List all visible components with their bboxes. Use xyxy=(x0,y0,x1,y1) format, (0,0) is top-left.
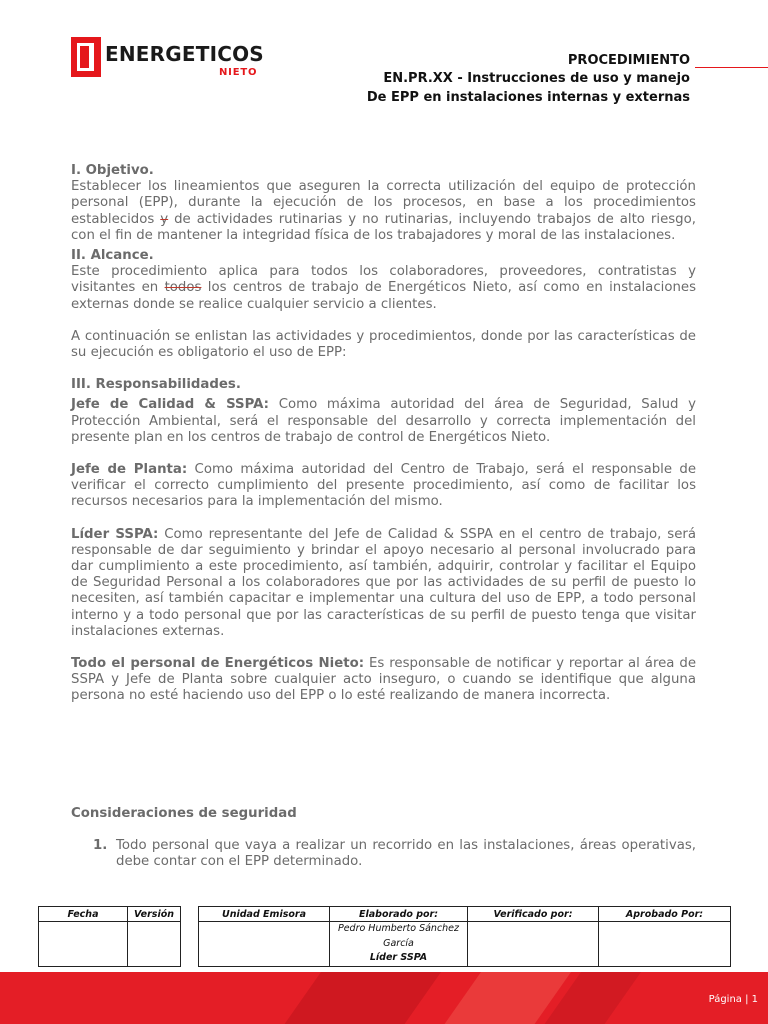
list-item-text: Todo personal que vaya a realizar un recorrido en las instalaciones, áreas operativas, debe contar con el EPP determinado. xyxy=(116,838,696,870)
list-item xyxy=(71,838,696,870)
document-title-line2: De EPP en instalaciones internas y externas xyxy=(366,90,690,105)
elaborado-name-line2: García xyxy=(383,937,414,949)
header-version: Versión xyxy=(128,907,181,922)
section-objetivo-body: Establecer los lineamientos que aseguren la correcta utilización del equipo de protección personal (EPP), durante la ejecución de los procesos, en base a los procedimientos establecidos y de actividades rutinarias y no rutinarias, incluyendo trabajos de alto riesgo, con el fin de mantener la integridad física de los trabajadores y moral de las instalaciones. xyxy=(71,179,696,243)
cell-elaborado xyxy=(330,922,468,967)
resp-lider-sspa: Líder SSPA: Como representante del Jefe de Calidad & SSPA en el centro de trabajo, será responsable de dar seguimiento y brindar el apoyo necesario al personal involucrado para dar cumplimiento a este procedimiento, así también, adquirir, controlar y facilitar el Equipo de Seguridad Personal a los colaboradores que por las actividades de su perfil de puesto lo necesiten, así también capacitar e implementar una cultura del uso de EPP, a todo personal interno y a todo personal que por las características de su perfil de puesto tenga que visitar instalaciones externas. xyxy=(71,526,696,639)
logo-text: ENERGETICOS xyxy=(105,42,264,66)
page-number: Página | 1 xyxy=(708,994,758,1005)
header-elaborado: Elaborado por: xyxy=(330,907,468,922)
section-alcance-body: Este procedimiento aplica para todos los colaboradores, proveedores, contratistas y visitantes en todos los centros de trabajo de Energéticos Nieto, así como en instalaciones externas donde se realice cualquier servicio a clientes. xyxy=(71,264,696,312)
resp-todo-personal: Todo el personal de Energéticos Nieto: Es responsable de notificar y reportar al área de SSPA y Jefe de Planta sobre cualquier acto inseguro, o cuando se identifique que alguna persona no esté haciendo uso del EPP o lo esté realizando de manera incorrecta. xyxy=(71,656,696,704)
company-logo xyxy=(71,37,264,83)
cell-verificado xyxy=(468,922,599,967)
section-alcance-title: II. Alcance. xyxy=(71,248,154,264)
footer-table-approvals xyxy=(198,906,731,967)
footer-table-date-version xyxy=(38,906,181,967)
elaborado-role: Líder SSPA xyxy=(369,952,428,963)
header-verificado: Verificado por: xyxy=(468,907,599,922)
header-fecha: Fecha xyxy=(39,907,128,922)
cell-aprobado xyxy=(599,922,731,967)
resp-jefe-planta: Jefe de Planta: Como máxima autoridad del Centro de Trabajo, será el responsable de verificar el correcto cumplimiento del presente procedimiento, así como de facilitar los recursos necesarios para la implementación del mismo. xyxy=(71,462,697,510)
cell-version xyxy=(128,922,181,967)
list-number: 1. xyxy=(93,838,108,854)
struck-word: y xyxy=(160,211,169,227)
resp-jefe-calidad: Jefe de Calidad & SSPA: Como máxima autoridad del área de Seguridad, Salud y Protección Ambiental, será el responsable del desarrollo y correcta implementación del presente plan en los centros de trabajo de control de Energéticos Nieto. xyxy=(71,397,696,445)
document-title-line1: EN.PR.XX - Instrucciones de uso y manejo xyxy=(383,71,690,86)
consideraciones-section xyxy=(71,806,696,871)
document-body xyxy=(71,163,696,705)
section-responsabilidades-title: III. Responsabilidades. xyxy=(71,377,241,393)
consideraciones-title: Consideraciones de seguridad xyxy=(71,806,297,821)
cell-unidad-emisora xyxy=(199,922,330,967)
section-objetivo-title: I. Objetivo. xyxy=(71,163,154,178)
logo-mark-icon xyxy=(71,37,101,77)
logo-subtext: NIETO xyxy=(219,67,258,78)
header-aprobado: Aprobado Por: xyxy=(599,907,731,922)
section-alcance-body-2: A continuación se enlistan las actividades y procedimientos, donde por las características de su ejecución es obligatorio el uso de EPP: xyxy=(71,328,696,361)
cell-fecha xyxy=(39,922,128,967)
elaborado-name-line1: Pedro Humberto Sánchez xyxy=(337,923,460,934)
footer-band xyxy=(0,972,768,1024)
header-rule xyxy=(695,67,768,68)
document-type: PROCEDIMIENTO xyxy=(567,53,690,68)
struck-word: todos xyxy=(164,280,202,296)
header-unidad-emisora: Unidad Emisora xyxy=(199,907,330,922)
